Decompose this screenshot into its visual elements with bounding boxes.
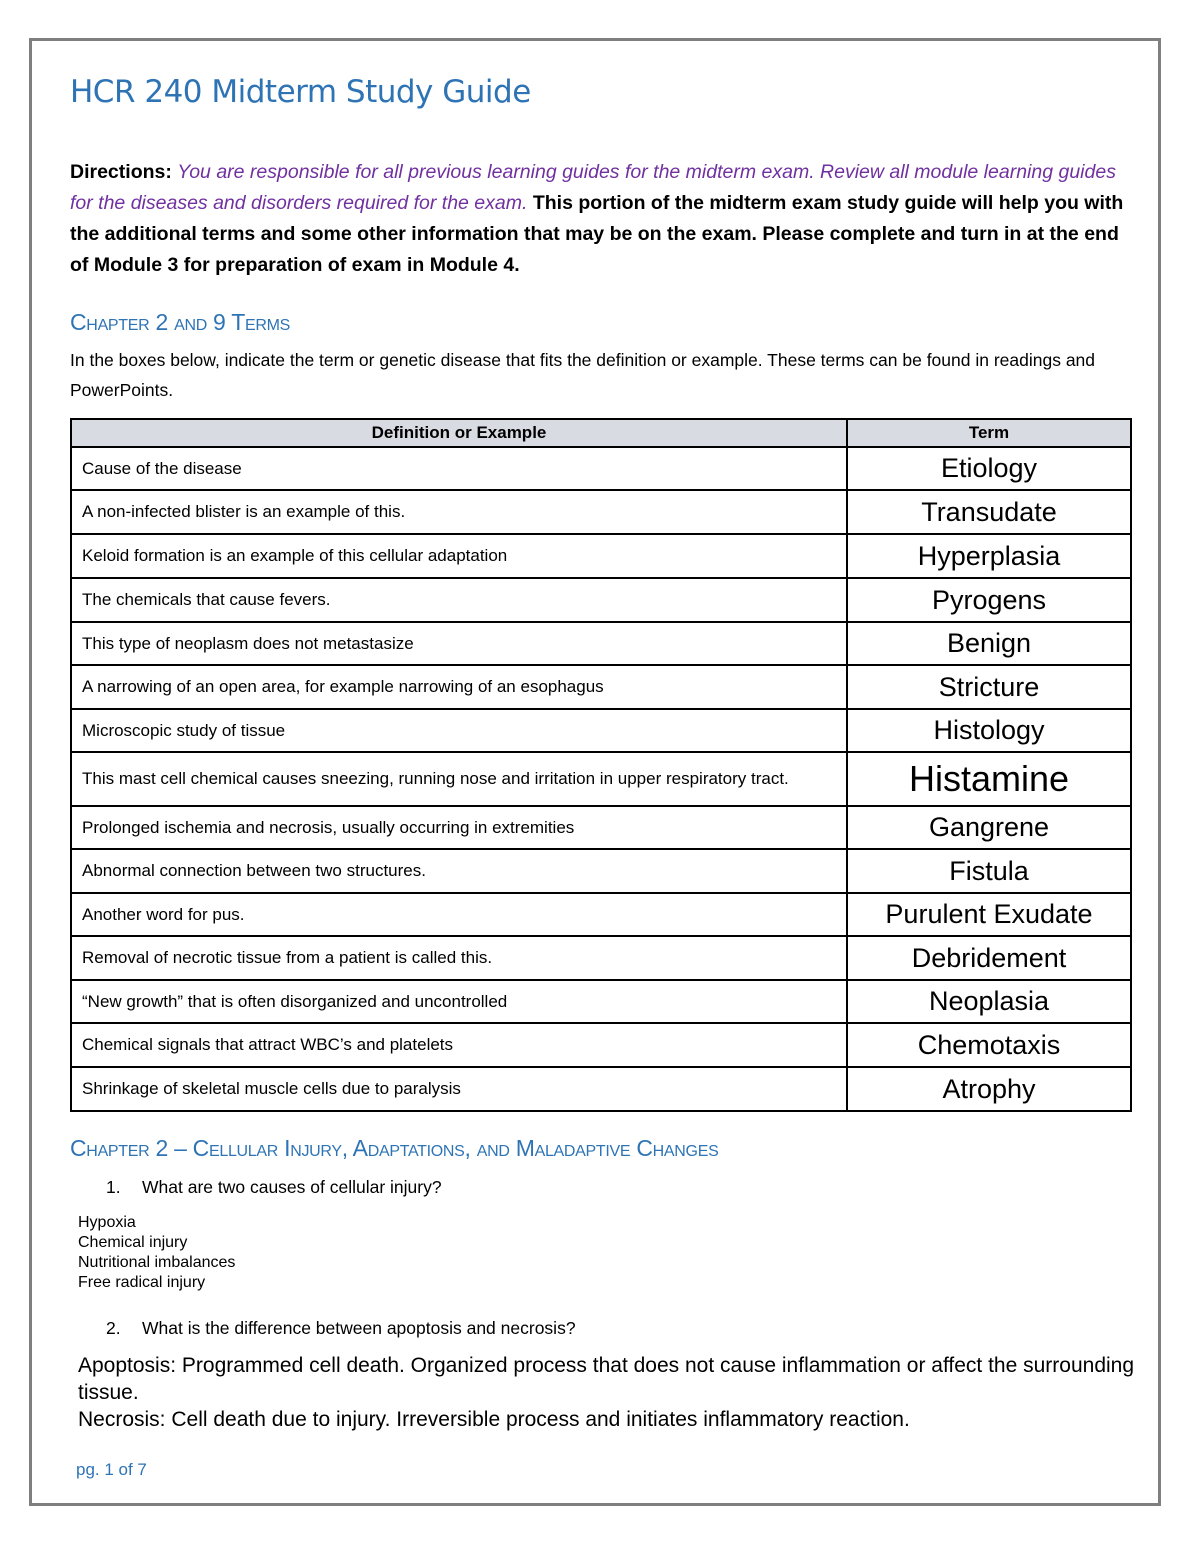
definition-cell: A narrowing of an open area, for example narrowing of an esophagus <box>71 665 847 709</box>
term-cell: Stricture <box>847 665 1131 709</box>
directions-label: Directions: <box>70 161 172 183</box>
table-row <box>71 849 1131 893</box>
term-cell: Pyrogens <box>847 578 1131 622</box>
definition-cell: Prolonged ischemia and necrosis, usually occurring in extremities <box>71 806 847 849</box>
answer-line: Necrosis: Cell death due to injury. Irreversible process and initiates inflammatory reaction. <box>78 1408 910 1431</box>
definition-cell: Abnormal connection between two structures. <box>71 849 847 893</box>
directions-rest-text: This portion of the midterm exam study guide will help you with the additional terms and some other information that may be on the exam. Please complete and turn in at the end of Module 3 for preparation of exam in Module 4. <box>70 192 1124 276</box>
answer-line: Apoptosis: Programmed cell death. Organized process that does not cause inflammation or affect the surrounding tissue. <box>78 1354 1135 1404</box>
question-number: 2. <box>106 1318 121 1338</box>
answer-1 <box>78 1213 235 1293</box>
table-row <box>71 534 1131 578</box>
definition-cell: Removal of necrotic tissue from a patient is called this. <box>71 936 847 980</box>
definition-cell: Another word for pus. <box>71 893 847 936</box>
question-number: 1. <box>106 1177 121 1197</box>
table-row <box>71 893 1131 936</box>
definition-cell: “New growth” that is often disorganized and uncontrolled <box>71 980 847 1023</box>
term-cell: Benign <box>847 622 1131 665</box>
table-row <box>71 490 1131 534</box>
directions-italic-text: You are responsible for all previous learning guides for the midterm exam. Review all module learning guides for the diseases and disorders required for the exam. <box>70 161 1116 214</box>
definition-cell: Chemical signals that attract WBC’s and platelets <box>71 1023 847 1067</box>
term-cell: Debridement <box>847 936 1131 980</box>
page-number: pg. 1 of 7 <box>76 1460 147 1479</box>
table-row <box>71 936 1131 980</box>
definition-cell: Keloid formation is an example of this cellular adaptation <box>71 534 847 578</box>
term-cell: Fistula <box>847 849 1131 893</box>
term-cell: Gangrene <box>847 806 1131 849</box>
term-cell: Chemotaxis <box>847 1023 1131 1067</box>
table-row <box>71 752 1131 806</box>
term-cell: Purulent Exudate <box>847 893 1131 936</box>
definition-cell: This mast cell chemical causes sneezing, running nose and irritation in upper respiratory tract. <box>71 752 847 806</box>
terms-table <box>70 418 1132 1112</box>
table-row <box>71 578 1131 622</box>
question-2 <box>106 1318 576 1339</box>
answer-line: Nutritional imbalances <box>78 1254 236 1271</box>
answer-2 <box>78 1352 1138 1433</box>
answer-line: Free radical injury <box>78 1274 206 1291</box>
question-text: What is the difference between apoptosis and necrosis? <box>142 1318 576 1338</box>
answer-line: Hypoxia <box>78 1214 136 1231</box>
table-row <box>71 665 1131 709</box>
definition-cell: This type of neoplasm does not metastasize <box>71 622 847 665</box>
question-1 <box>106 1177 442 1198</box>
header-term: Term <box>847 419 1131 447</box>
term-cell: Etiology <box>847 447 1131 490</box>
table-row <box>71 447 1131 490</box>
question-text: What are two causes of cellular injury? <box>142 1177 442 1197</box>
section-heading-chapter-2-cellular-injury: Chapter 2 – Cellular Injury, Adaptations, and Maladaptive Changes <box>70 1135 719 1161</box>
term-cell: Hyperplasia <box>847 534 1131 578</box>
document-title: HCR 240 Midterm Study Guide <box>70 74 531 110</box>
term-cell: Histology <box>847 709 1131 752</box>
table-row <box>71 1023 1131 1067</box>
table-row <box>71 806 1131 849</box>
definition-cell: A non-infected blister is an example of this. <box>71 490 847 534</box>
terms-instructions: In the boxes below, indicate the term or genetic disease that fits the definition or example. These terms can be found in readings and PowerPoints. <box>70 350 1096 400</box>
term-cell: Atrophy <box>847 1067 1131 1111</box>
terms-table-header-row <box>71 419 1131 447</box>
header-definition: Definition or Example <box>71 419 847 447</box>
definition-cell: Shrinkage of skeletal muscle cells due to paralysis <box>71 1067 847 1111</box>
table-row <box>71 980 1131 1023</box>
section-heading-chapter-2-9-terms: Chapter 2 and 9 Terms <box>70 309 290 335</box>
table-row <box>71 622 1131 665</box>
table-row <box>71 1067 1131 1111</box>
definition-cell: The chemicals that cause fevers. <box>71 578 847 622</box>
definition-cell: Microscopic study of tissue <box>71 709 847 752</box>
term-cell: Neoplasia <box>847 980 1131 1023</box>
term-cell: Transudate <box>847 490 1131 534</box>
term-cell: Histamine <box>847 752 1131 806</box>
directions-paragraph <box>70 157 1130 281</box>
answer-line: Chemical injury <box>78 1234 188 1251</box>
definition-cell: Cause of the disease <box>71 447 847 490</box>
table-row <box>71 709 1131 752</box>
